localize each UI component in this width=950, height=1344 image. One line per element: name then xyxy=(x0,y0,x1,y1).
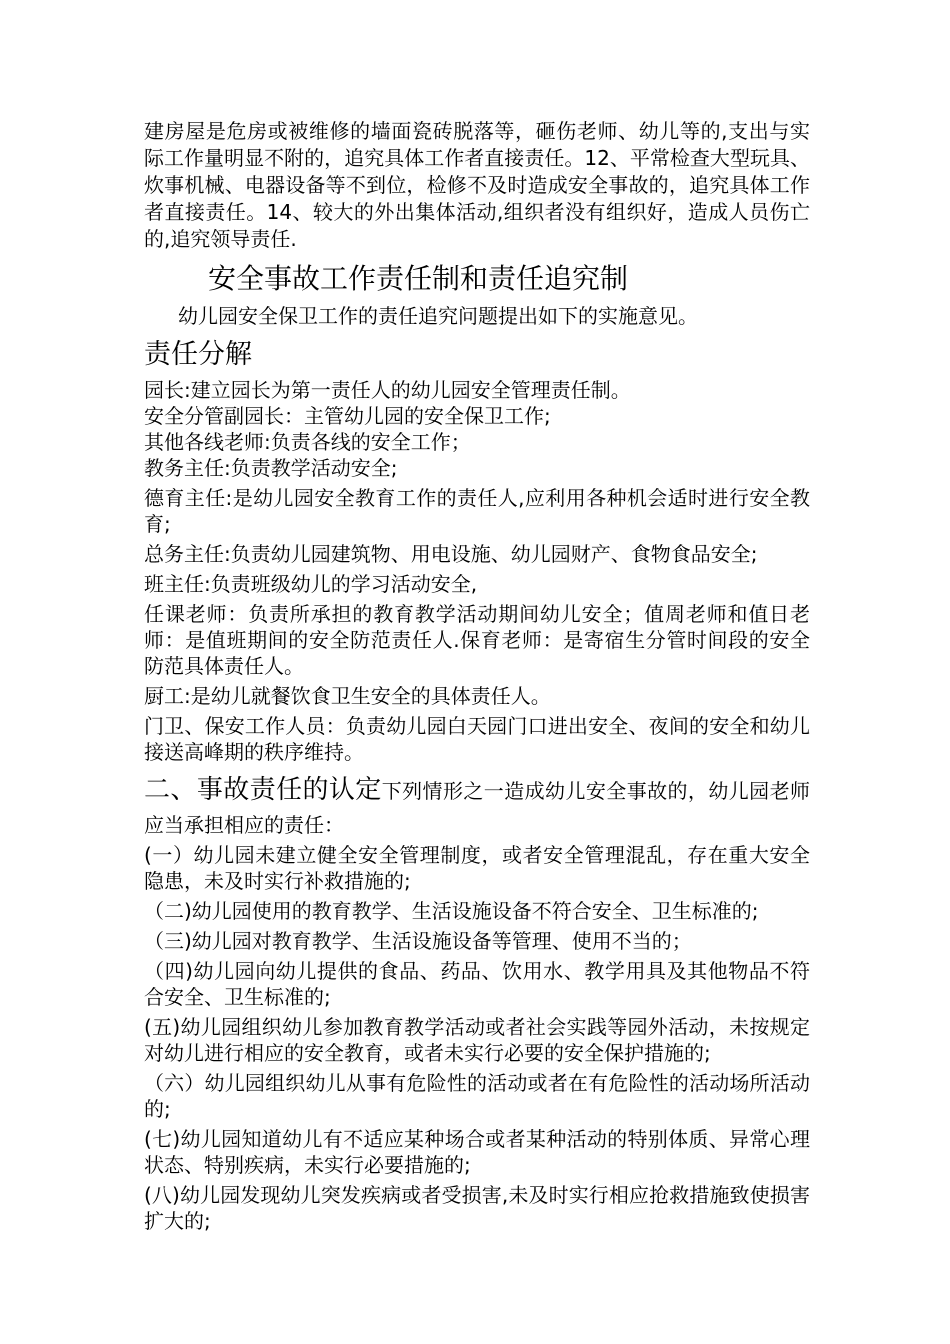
section-liability xyxy=(144,773,810,842)
responsibility-item: 园长:建立园长为第一责任人的幼儿园安全管理责任制。 xyxy=(144,378,631,402)
section-lead: 下列情形之一造成幼儿安全事故的，幼儿园老师应当承担相应的责任： xyxy=(144,779,810,837)
liability-item: (八)幼儿园发现幼儿突发疾病或者受损害,未及时实行相应抢救措施致使损害扩大的; xyxy=(144,1183,810,1233)
document-page xyxy=(144,118,810,1234)
responsibility-item: 其他各线老师:负责各线的安全工作； xyxy=(144,430,471,454)
liability-item: (五)幼儿园组织幼儿参加教育教学活动或者社会实践等园外活动，未按规定对幼儿进行相应的安全教育，或者未实行必要的安全保护措施的; xyxy=(144,1015,810,1065)
responsibility-item: 门卫、保安工作人员：负责幼儿园白天园门口进出安全、夜间的安全和幼儿接送高峰期的秩序维持。 xyxy=(144,714,810,764)
liability-list xyxy=(144,842,810,1234)
responsibility-item: 安全分管副园长：主管幼儿园的安全保卫工作; xyxy=(144,404,551,428)
liability-item: (七)幼儿园知道幼儿有不适应某种场合或者某种活动的特别体质、异常心理状态、特别疾病，未实行必要措施的; xyxy=(144,1127,810,1177)
responsibility-item: 教务主任:负责教学活动安全; xyxy=(144,456,398,480)
intro-paragraph: 建房屋是危房或被维修的墙面瓷砖脱落等，砸伤老师、幼儿等的,支出与实际工作量明显不附的，追究具体工作者直接责任。12、平常检查大型玩具、炊事机械、电器设备等不到位，检修不及时造成安全事故的，追究具体工作者直接责任。14、较大的外出集体活动,组织者没有组织好，造成人员伤亡的,追究领导责任. xyxy=(144,119,810,251)
section-heading-liability: 二、事故责任的认定 xyxy=(144,775,382,805)
liability-item: （二)幼儿园使用的教育教学、生活设施设备不符合安全、卫生标准的; xyxy=(144,899,759,923)
liability-item: （三)幼儿园对教育教学、生活设施设备等管理、使用不当的； xyxy=(144,929,692,953)
responsibility-item: 厨工:是幼儿就餐饮食卫生安全的具体责任人。 xyxy=(144,684,551,708)
liability-item: (一）幼儿园未建立健全安全管理制度，或者安全管理混乱，存在重大安全隐患，未及时实行补救措施的; xyxy=(144,843,810,893)
responsibility-list xyxy=(144,377,810,765)
section-heading-responsibility: 责任分解 xyxy=(144,339,252,370)
responsibility-item: 总务主任:负责幼儿园建筑物、用电设施、幼儿园财产、食物食品安全; xyxy=(144,542,758,566)
responsibility-item: 任课老师：负责所承担的教育教学活动期间幼儿安全；值周老师和值日老师：是值班期间的安全防范责任人.保育老师：是寄宿生分管时间段的安全防范具体责任人。 xyxy=(144,602,810,678)
liability-item: （四)幼儿园向幼儿提供的食品、药品、饮用水、教学用具及其他物品不符合安全、卫生标准的; xyxy=(144,959,810,1009)
document-title: 安全事故工作责任制和责任追究制 xyxy=(208,262,629,295)
document-subtitle: 幼儿园安全保卫工作的责任追究问题提出如下的实施意见。 xyxy=(178,304,698,328)
responsibility-item: 德育主任:是幼儿园安全教育工作的责任人,应利用各种机会适时进行安全教育; xyxy=(144,486,810,536)
responsibility-item: 班主任:负责班级幼儿的学习活动安全, xyxy=(144,572,478,596)
liability-item: （六）幼儿园组织幼儿从事有危险性的活动或者在有危险性的活动场所活动的; xyxy=(144,1071,810,1121)
